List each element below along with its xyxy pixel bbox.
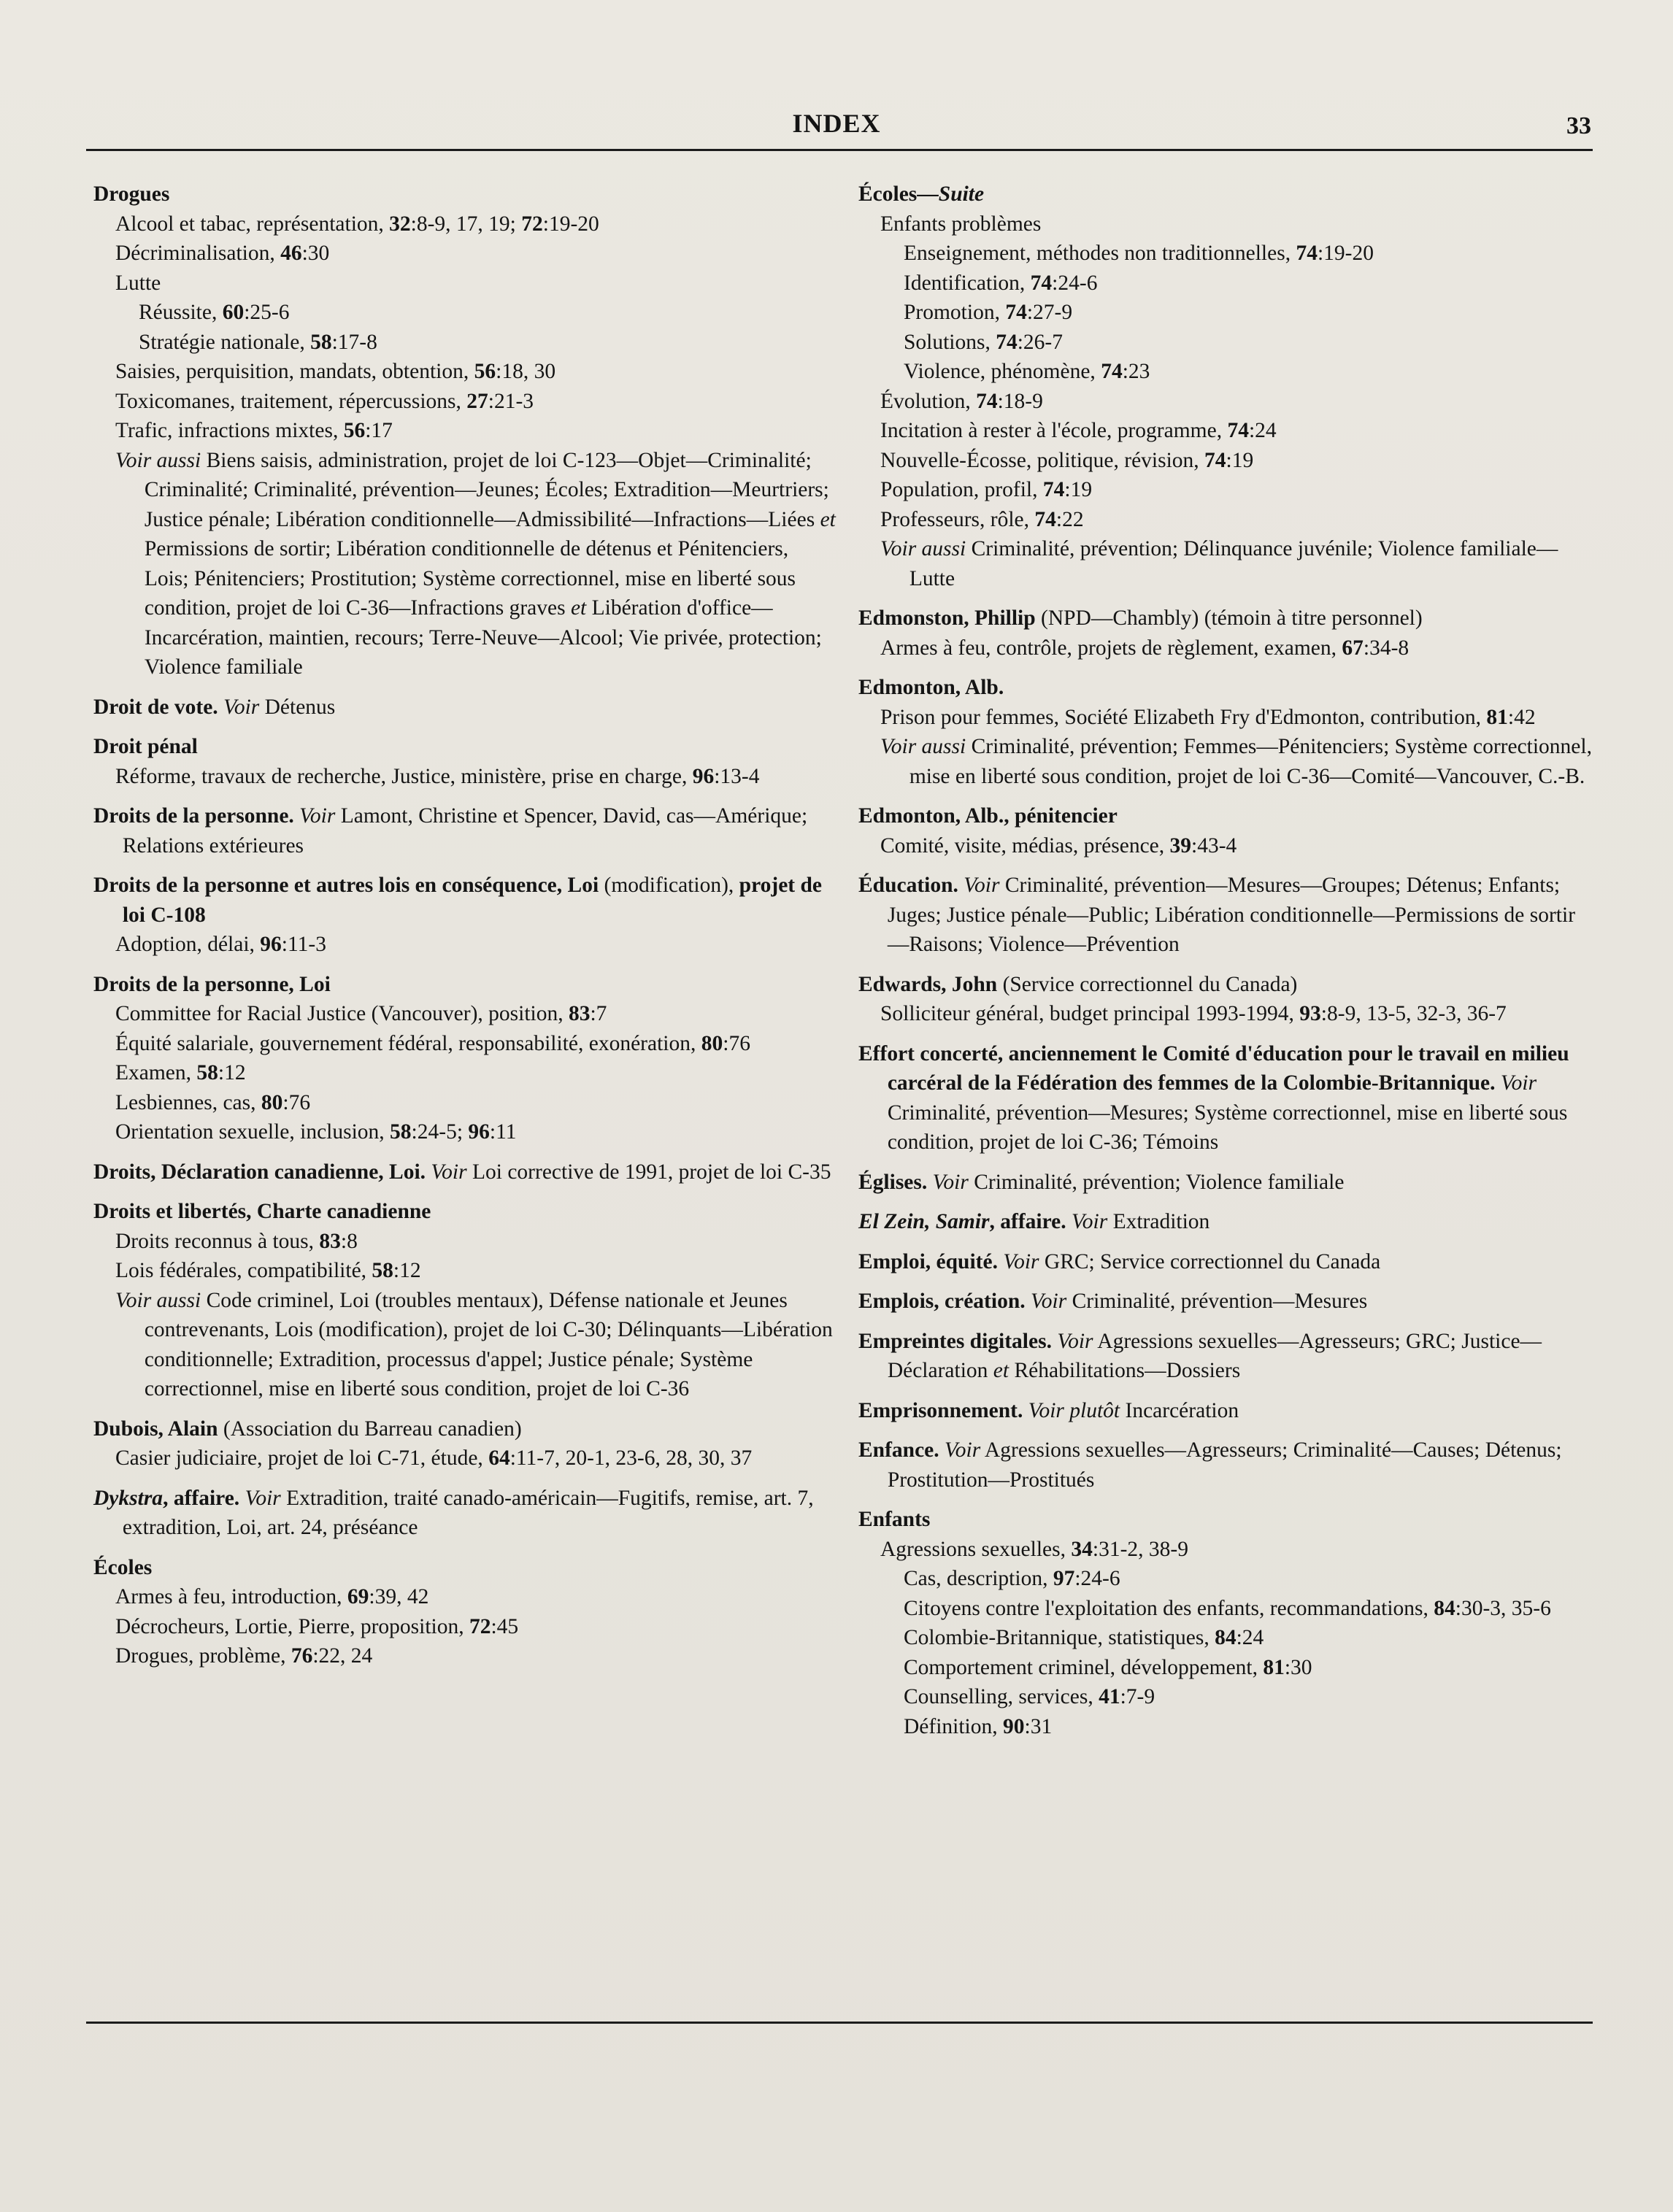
index-subentry: Équité salariale, gouvernement fédéral, responsabilité, exonération, 80:76 (115, 1031, 750, 1055)
index-entry-heading-line (93, 693, 838, 722)
index-subentry: Voir aussi Code criminel, Loi (troubles mentaux), Défense nationale et Jeunes contrevenants, Lois (modification), projet de loi C-30; Délinquants—Libération conditionnelle; Extradition, processus d'appel; Justice pénale; Système correctionnel, mise en liberté sous condition, projet de loi C-36 (115, 1288, 833, 1400)
index-entry (858, 1039, 1596, 1157)
index-subentry: Décrocheurs, Lortie, Pierre, proposition, 72:45 (115, 1614, 519, 1638)
index-entry-heading-line (858, 1207, 1596, 1237)
index-entry-reference: Voir Criminalité, prévention—Mesures (1031, 1290, 1368, 1313)
index-column-left (93, 180, 838, 1681)
index-subentry: Nouvelle-Écosse, politique, révision, 74:19 (880, 448, 1254, 472)
index-entry-reference: Voir Loi corrective de 1991, projet de loi C-35 (431, 1160, 831, 1184)
index-entry-heading-line (93, 801, 838, 860)
page-number: 33 (1566, 112, 1591, 139)
index-entry-heading-line (858, 1396, 1596, 1426)
index-entry-heading-line (93, 1553, 838, 1583)
index-subsubentry: Identification, 74:24-6 (904, 271, 1098, 295)
index-entry (858, 604, 1596, 663)
index-entry-heading-line (858, 1287, 1596, 1317)
index-subsubentry: Enseignement, méthodes non traditionnelles, 74:19-20 (904, 242, 1374, 265)
index-subentry: Drogues, problème, 76:22, 24 (115, 1644, 373, 1668)
index-entry-reference: (Service correctionnel du Canada) (997, 972, 1298, 996)
index-entry (858, 673, 1596, 791)
index-entry-heading: Dubois, Alain (93, 1417, 218, 1441)
index-subentry: Lutte (115, 271, 161, 295)
index-entry-heading: Edmonton, Alb., pénitencier (858, 804, 1118, 828)
index-entry-reference: Voir Extradition, traité canado-américain—Fugitifs, remise, art. 7, extradition, Loi, art. 24, préséance (122, 1486, 814, 1539)
index-entry (93, 871, 838, 960)
page-header-title: INDEX (792, 109, 881, 138)
index-entry-heading-line (858, 180, 1596, 209)
index-entry-reference: Voir Criminalité, prévention—Mesures; Système correctionnel, mise en liberté sous condition, projet de loi C-36; Témoins (887, 1071, 1568, 1154)
index-entry-heading-line (858, 1039, 1596, 1157)
index-entry-heading: Droit pénal (93, 735, 198, 758)
index-subentry: Voir aussi Criminalité, prévention; Femmes—Pénitenciers; Système correctionnel, mise en liberté sous condition, projet de loi C-36—Comité—Vancouver, C.-B. (880, 735, 1592, 788)
index-entry-heading: Edwards, John (858, 972, 998, 996)
index-entry-reference: Voir Agressions sexuelles—Agresseurs; GRC; Justice—Déclaration et Réhabilitations—Dossiers (887, 1329, 1542, 1382)
index-subentry: Enfants problèmes (880, 212, 1042, 236)
index-entry-heading-line (858, 673, 1596, 703)
index-entry-heading: Droits, Déclaration canadienne, Loi. (93, 1160, 426, 1184)
index-entry-heading-line (93, 871, 838, 930)
index-subentry: Saisies, perquisition, mandats, obtention, 56:18, 30 (115, 360, 556, 383)
index-entry-heading-line (858, 1247, 1596, 1277)
index-entry (858, 1327, 1596, 1386)
index-entry-reference: Voir Agressions sexuelles—Agresseurs; Criminalité—Causes; Détenus; Prostitution—Prostitués (887, 1438, 1562, 1492)
index-entry (93, 732, 838, 791)
index-entry-heading-line (93, 1414, 838, 1444)
index-entry (858, 801, 1596, 860)
index-entry-heading: Droits de la personne. (93, 804, 294, 828)
index-entry-heading: Éducation. (858, 874, 958, 897)
index-entry-heading-line (93, 1484, 838, 1543)
index-subsubentry: Stratégie nationale, 58:17-8 (139, 330, 377, 354)
index-subentry: Réforme, travaux de recherche, Justice, ministère, prise en charge, 96:13-4 (115, 764, 760, 788)
index-entry (858, 1436, 1596, 1495)
index-entry-reference: (modification), projet de loi C-108 (122, 874, 823, 927)
index-entry-heading-line (93, 970, 838, 1000)
index-entry-heading: Drogues (93, 182, 170, 206)
index-entry-heading: Droits et libertés, Charte canadienne (93, 1200, 431, 1223)
index-entry-heading: Écoles (93, 1555, 153, 1579)
index-subsubentry: Citoyens contre l'exploitation des enfants, recommandations, 84:30-3, 35-6 (904, 1596, 1551, 1620)
index-subentry: Alcool et tabac, représentation, 32:8-9, 17, 19; 72:19-20 (115, 212, 599, 236)
index-entry-heading-line (858, 1327, 1596, 1386)
index-entry-heading: Edmonton, Alb. (858, 676, 1004, 699)
index-subsubentry: Solutions, 74:26-7 (904, 330, 1064, 354)
index-entry-reference: Voir Extradition (1072, 1210, 1210, 1233)
index-subsubentry: Promotion, 74:27-9 (904, 301, 1073, 324)
index-subentry: Population, profil, 74:19 (880, 478, 1093, 501)
index-entry-reference: Voir GRC; Service correctionnel du Canada (1003, 1249, 1381, 1273)
index-entry-heading-line (858, 1168, 1596, 1198)
index-subsubentry: Réussite, 60:25-6 (139, 301, 290, 324)
index-subentry: Armes à feu, introduction, 69:39, 42 (115, 1585, 429, 1608)
index-entry (858, 1207, 1596, 1237)
index-entry-heading: Effort concerté, anciennement le Comité d'éducation pour le travail en milieu carcéral de la Fédération des femmes de la Colombie-Britannique. (858, 1041, 1569, 1095)
index-entry-heading: Edmonston, Phillip (858, 606, 1036, 630)
index-entry-heading-line (93, 1157, 838, 1187)
index-entry-heading: Empreintes digitales. (858, 1329, 1052, 1353)
index-subsubentry: Cas, description, 97:24-6 (904, 1567, 1120, 1590)
index-subentry: Lesbiennes, cas, 80:76 (115, 1090, 311, 1114)
index-entry (93, 801, 838, 860)
index-entry-heading: Églises. (858, 1170, 928, 1194)
index-subentry: Solliciteur général, budget principal 1993-1994, 93:8-9, 13-5, 32-3, 36-7 (880, 1002, 1507, 1025)
index-entry-heading: Emprisonnement. (858, 1398, 1023, 1422)
index-entry (858, 1505, 1596, 1741)
index-subentry: Examen, 58:12 (115, 1061, 246, 1084)
index-entry (93, 693, 838, 722)
index-entry (93, 180, 838, 682)
index-entry-heading-line (858, 801, 1596, 831)
index-entry (858, 180, 1596, 593)
index-subentry: Toxicomanes, traitement, répercussions, 27:21-3 (115, 389, 534, 413)
index-entry-reference: Voir Criminalité, prévention—Mesures—Groupes; Détenus; Enfants; Juges; Justice pénale—Public; Libération conditionnelle—Permissions de sortir—Raisons; Violence—Prévention (887, 874, 1576, 956)
index-subsubentry: Définition, 90:31 (904, 1714, 1053, 1738)
index-entry-heading-line (858, 970, 1596, 1000)
index-subentry: Casier judiciaire, projet de loi C-71, étude, 64:11-7, 20-1, 23-6, 28, 30, 37 (115, 1446, 753, 1470)
index-subentry: Professeurs, rôle, 74:22 (880, 507, 1084, 531)
index-subsubentry: Colombie-Britannique, statistiques, 84:24 (904, 1626, 1264, 1649)
index-column-right (858, 180, 1596, 1752)
index-entry-heading: Emplois, création. (858, 1290, 1026, 1313)
index-subsubentry: Comportement criminel, développement, 81:30 (904, 1655, 1312, 1679)
header-rule (86, 149, 1593, 151)
index-entry-heading: El Zein, Samir, affaire. (858, 1210, 1066, 1233)
index-entry-reference: (NPD—Chambly) (témoin à titre personnel) (1035, 606, 1423, 630)
index-entry-reference: (Association du Barreau canadien) (218, 1417, 522, 1441)
index-entry-reference: Voir plutôt Incarcération (1028, 1398, 1239, 1422)
index-entry (858, 871, 1596, 960)
index-entry (858, 1287, 1596, 1317)
index-entry (858, 1247, 1596, 1277)
index-entry (93, 1553, 838, 1671)
index-entry-reference: Voir Lamont, Christine et Spencer, David, cas—Amérique; Relations extérieures (122, 804, 808, 858)
index-entry-heading-line (93, 1197, 838, 1227)
index-subentry: Comité, visite, médias, présence, 39:43-4 (880, 833, 1237, 858)
index-subentry: Lois fédérales, compatibilité, 58:12 (115, 1259, 421, 1282)
index-entry (93, 1157, 838, 1187)
index-entry (93, 1484, 838, 1543)
index-entry-heading-line (858, 1436, 1596, 1495)
index-subentry: Armes à feu, contrôle, projets de règlement, examen, 67:34-8 (880, 636, 1409, 660)
index-entry-heading: Droit de vote. (93, 695, 218, 719)
index-entry-heading: Écoles—Suite (858, 182, 985, 206)
index-subentry: Orientation sexuelle, inclusion, 58:24-5; 96:11 (115, 1120, 517, 1144)
index-subentry: Agressions sexuelles, 34:31-2, 38-9 (880, 1537, 1188, 1561)
index-subentry: Évolution, 74:18-9 (880, 389, 1043, 413)
index-entry-heading: Dykstra, affaire. (93, 1486, 240, 1510)
index-subentry: Voir aussi Biens saisis, administration, projet de loi C-123—Objet—Criminalité; Criminalité; Criminalité, prévention—Jeunes; Écoles; Extradition—Meurtriers; Justice pénale; Libération conditionnelle—Admissibilité—Infractions—Liées et Permissions de sortir; Libération conditionnelle de détenus et Pénitenciers, Lois; Pénitenciers; Prostitution; Système correctionnel, mise en liberté sous condition, projet de loi C-36—Infractions graves et Libération d'office—Incarcération, maintien, recours; Terre-Neuve—Alcool; Vie privée, protection; Violence familiale (115, 448, 836, 679)
index-subentry: Décriminalisation, 46:30 (115, 242, 330, 265)
index-subentry: Adoption, délai, 96:11-3 (115, 933, 326, 956)
index-entry (93, 1197, 838, 1404)
index-entry-heading-line (858, 604, 1596, 633)
index-entry (858, 970, 1596, 1029)
index-subentry: Droits reconnus à tous, 83:8 (115, 1229, 358, 1253)
footer-rule (86, 2022, 1593, 2024)
index-subentry: Committee for Racial Justice (Vancouver), position, 83:7 (115, 1002, 607, 1025)
index-entry-heading-line (858, 1505, 1596, 1535)
index-entry-heading-line (93, 732, 838, 762)
index-subsubentry: Counselling, services, 41:7-9 (904, 1685, 1155, 1708)
index-entry-heading: Emploi, équité. (858, 1249, 998, 1273)
index-entry-heading: Enfance. (858, 1438, 939, 1462)
index-entry (93, 1414, 838, 1473)
index-entry-reference: Voir Détenus (223, 695, 336, 719)
index-subentry: Trafic, infractions mixtes, 56:17 (115, 419, 393, 442)
index-entry (858, 1396, 1596, 1426)
index-entry-heading: Enfants (858, 1508, 931, 1531)
index-subsubentry: Violence, phénomène, 74:23 (904, 360, 1150, 383)
index-entry (858, 1168, 1596, 1198)
index-entry-heading-line (93, 180, 838, 209)
index-entry-heading: Droits de la personne et autres lois en conséquence, Loi (93, 874, 599, 897)
index-subentry: Prison pour femmes, Société Elizabeth Fry d'Edmonton, contribution, 81:42 (880, 705, 1536, 729)
index-entry-reference: Voir Criminalité, prévention; Violence familiale (932, 1170, 1345, 1194)
index-entry (93, 970, 838, 1147)
index-entry-heading-line (858, 871, 1596, 960)
index-subentry: Incitation à rester à l'école, programme, 74:24 (880, 419, 1277, 442)
index-entry-heading: Droits de la personne, Loi (93, 972, 331, 996)
index-subentry: Voir aussi Criminalité, prévention; Délinquance juvénile; Violence familiale—Lutte (880, 537, 1558, 590)
